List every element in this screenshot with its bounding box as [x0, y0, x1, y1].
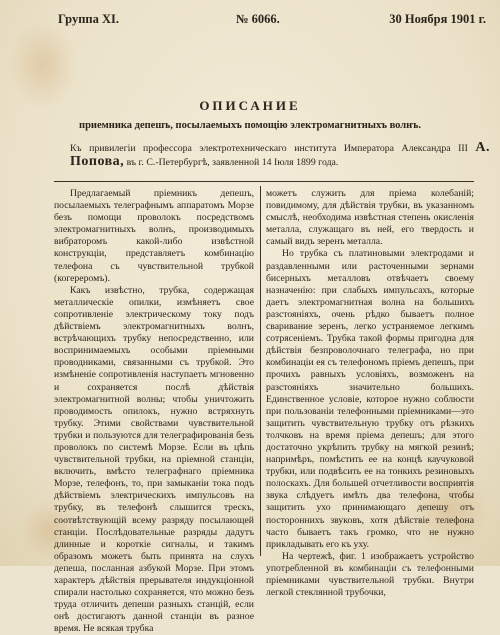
header-patent-number: № 6066.: [236, 12, 280, 26]
paragraph: Но трубка съ платиновыми электродами и раздавленными или расточенными зернами бисерныхъ металловъ отвѣчаетъ своему назначенію: при слабыхъ импульсахъ, которые даетъ электромагнитная волна на большихъ разстояніяхъ, очень рѣдко бываетъ полное сваривание зеренъ, легко устраняемое легкимъ сотрясеніемъ. Трубка такой формы пригодна для дѣйствія безпроволочнаго телеграфа, но при комбинаціи ея съ телефономъ пріемъ депешъ, при прочихъ равныхъ условіяхъ, возможенъ на разстояніяхъ значительно большихъ. Единственное условіе, которое нужно соблюсти при пользованіи телефонными пріемниками—это защитить чувствительную трубку отъ рѣзкихъ толчковъ на время пріема депешъ; для этого достаточно укрѣпить трубку на мягкой резинѣ; напримѣръ, помѣстить ее на концѣ каучуковой трубки, или подвѣсить ее на тонкихъ резиновыхъ полоскахъ. Для большей отчетливости восприятія звука слѣдуетъ имѣть два телефона, чтобы защитить ухо принимающаго депешу отъ постороннихъ звуковъ, хотя дѣйствіе телефона часто бываетъ такъ громко, что не нужно прикладывать его къ уху.: [266, 248, 474, 550]
document-subtitle: приемника депешъ, посылаемыхъ помощію электромагнитныхъ волнъ.: [79, 120, 421, 131]
paragraph: Предлагаемый пріемникъ депешъ, посылаемыхъ телеграфнымъ аппаратомъ Морзе безъ помощи проволокъ посредствомъ электромагнитныхъ волнъ, производимыхъ вибраторомъ какой-либо извѣстной конструкціи, представляетъ комбинацію телефона съ чувствительной трубкой (когереромъ).: [54, 188, 254, 284]
paragraph: На чертежѣ, фиг. 1 изображаетъ устройство употребленной въ комбинаціи съ телефонными пріемниками чувствительной трубки. Внутри легкой стеклянной трубочки,: [266, 550, 474, 599]
privilege-suffix: въ г. С.-Петербургѣ, заявленной 14 Іюля 1899 года.: [126, 157, 339, 168]
right-column: [266, 188, 474, 599]
divider-rule: [54, 181, 474, 182]
header-date: 30 Ноября 1901 г.: [389, 12, 486, 26]
column-divider: [260, 186, 261, 556]
paragraph: Какъ извѣстно, трубка, содержащая металлическіе опилки, измѣняетъ свое сопротивленіе электрическому току подъ дѣйствіемъ электромагнитныхъ волнъ, встрѣчающихъ трубку непосредственно, или воспринимаемыхъ особыми пріемными проводниками, связанными съ трубкой. Это измѣненіе сопротивленія наступаетъ мгновенно и сохраняется послѣ дѣйствія электромагнитной волны; чтобы уничтожить проводимость опилокъ, нужно встряхнуть трубку. Этими свойствами чувствительной трубки и пользуются для телеграфированія безъ проволокъ по системѣ Морзе. Если въ цѣпь чувствительной трубки, на пріемной станціи, включить, вмѣсто телеграфнаго пріемника Морзе, телефонъ, то, при замыканіи тока подъ дѣйствіемъ электрическихъ импульсовъ на трубку, въ телефонѣ слышится трескъ, соотвѣтствующій всему разряду посылающей станціи. Послѣдовательные разряды дадутъ длинные и короткіе сигналы, и такимъ образомъ можетъ быть принята на слухъ депеша, посланная азбукой Морзе. При этомъ характеръ дѣйствія прерывателя индукціонной спирали настолько сохраняется, что можно безъ труда отличить депеши разныхъ станцій, если онѣ достигаютъ данной станціи въ разное время. Не всякая трубка: [54, 284, 254, 635]
paragraph: можетъ служить для пріема колебаній; повидимому, для дѣйствія трубки, въ указанномъ смыслѣ, необходима извѣстная степень окисленія металла, служащаго въ ней, его твердость и самый видъ зеренъ металла.: [266, 188, 474, 248]
header-group: Группа XI.: [58, 12, 119, 26]
privilege-prefix: Къ привилегіи профессора электротехническаго института Императора Александра III: [70, 143, 468, 154]
stain-mark: [8, 20, 78, 110]
document-title: ОПИСАНИЕ: [199, 98, 301, 113]
inventor-name: А. Попова,: [70, 140, 491, 169]
page-header: [58, 12, 486, 26]
privilege-statement: [70, 141, 490, 169]
left-column: [54, 188, 254, 635]
